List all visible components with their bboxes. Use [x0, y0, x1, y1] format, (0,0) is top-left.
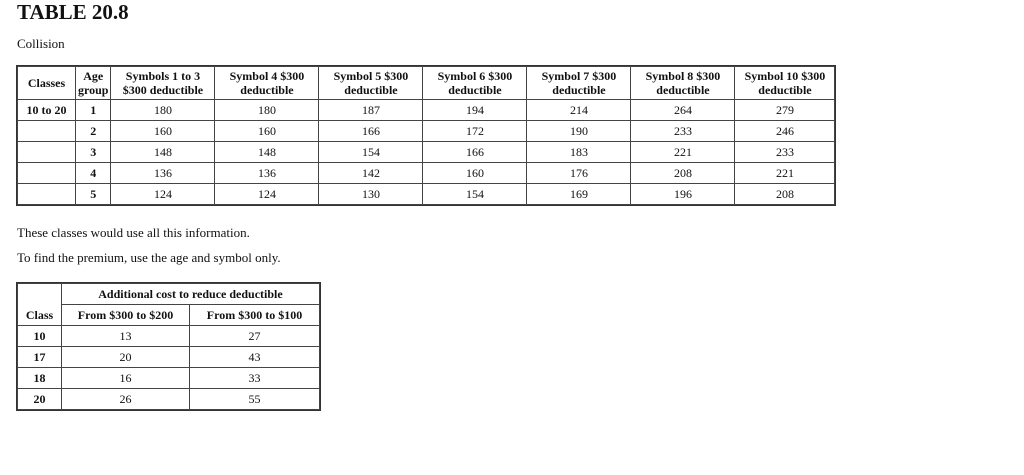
classes-cell: [18, 121, 76, 142]
header-classes: [18, 67, 76, 100]
header-symbol-6: [423, 67, 527, 100]
rate-cell: 142: [319, 163, 423, 184]
table-row: [18, 368, 320, 389]
rate-cell: 214: [527, 100, 631, 121]
rate-cell: 166: [319, 121, 423, 142]
header-sym4-line1: Symbol 4 $300: [229, 69, 305, 83]
header-symbol-7: [527, 67, 631, 100]
header-sym10-line2: deductible: [758, 83, 812, 97]
header-sym8-line2: deductible: [656, 83, 710, 97]
rate-cell: 221: [735, 163, 835, 184]
rate-cell: 160: [215, 121, 319, 142]
collision-rates-table: [17, 66, 835, 205]
classes-cell: [18, 142, 76, 163]
additional-cost-table: [17, 283, 320, 410]
rate-cell: 233: [735, 142, 835, 163]
super-header-blank: [18, 284, 62, 305]
header-age-line1: Age: [83, 69, 104, 83]
rate-cell: 208: [735, 184, 835, 205]
header-symbols-1-3: [111, 67, 215, 100]
rate-cell: 160: [423, 163, 527, 184]
rate-cell: 264: [631, 100, 735, 121]
header-sym5-line2: deductible: [344, 83, 398, 97]
rate-cell: 172: [423, 121, 527, 142]
cost-cell: 55: [190, 389, 320, 410]
cost-cell: 33: [190, 368, 320, 389]
header-row: [18, 67, 835, 100]
cost-cell: 43: [190, 347, 320, 368]
rate-cell: 233: [631, 121, 735, 142]
cost-cell: 20: [62, 347, 190, 368]
header-classes-label: Classes: [27, 76, 66, 90]
cost-cell: 27: [190, 326, 320, 347]
cost-cell: 13: [62, 326, 190, 347]
table-row: [18, 389, 320, 410]
rate-cell: 124: [111, 184, 215, 205]
rate-cell: 130: [319, 184, 423, 205]
rate-cell: 148: [111, 142, 215, 163]
table-subtitle: Collision: [17, 36, 65, 51]
header-sym10-line1: Symbol 10 $300: [744, 69, 826, 83]
note-premium-info: To find the premium, use the age and symbol only.: [17, 250, 281, 265]
table-row: [18, 121, 835, 142]
age-group-cell: 1: [76, 100, 111, 121]
table-row: [18, 163, 835, 184]
rate-cell: 180: [215, 100, 319, 121]
header-age-line2: group: [78, 83, 109, 97]
header-symbol-8: [631, 67, 735, 100]
class-cell: 17: [18, 347, 62, 368]
header-sym7-line2: deductible: [552, 83, 606, 97]
classes-cell: [18, 163, 76, 184]
super-header-row: [18, 284, 320, 305]
table-row: [18, 100, 835, 121]
rate-cell: 279: [735, 100, 835, 121]
note-classes-info: These classes would use all this information.: [17, 225, 250, 240]
table-row: [18, 142, 835, 163]
rate-cell: 187: [319, 100, 423, 121]
rate-cell: 190: [527, 121, 631, 142]
table-row: [18, 184, 835, 205]
header-sym6-line2: deductible: [448, 83, 502, 97]
rate-cell: 194: [423, 100, 527, 121]
rate-cell: 246: [735, 121, 835, 142]
header-300-to-100: From $300 to $100: [190, 305, 320, 326]
rate-cell: 166: [423, 142, 527, 163]
header-300-to-200: From $300 to $200: [62, 305, 190, 326]
header-age-group: [76, 67, 111, 100]
rate-cell: 148: [215, 142, 319, 163]
rate-cell: 221: [631, 142, 735, 163]
super-header-additional-cost: Additional cost to reduce deductible: [62, 284, 320, 305]
table-row: [18, 347, 320, 368]
cost-cell: 26: [62, 389, 190, 410]
age-group-cell: 5: [76, 184, 111, 205]
header-sym8-line1: Symbol 8 $300: [645, 69, 721, 83]
rate-cell: 124: [215, 184, 319, 205]
age-group-cell: 3: [76, 142, 111, 163]
rate-cell: 160: [111, 121, 215, 142]
rate-cell: 169: [527, 184, 631, 205]
rate-cell: 154: [423, 184, 527, 205]
cost-cell: 16: [62, 368, 190, 389]
rate-cell: 196: [631, 184, 735, 205]
age-group-cell: 2: [76, 121, 111, 142]
rate-cell: 136: [215, 163, 319, 184]
header-class: Class: [18, 305, 62, 326]
header-sym5-line1: Symbol 5 $300: [333, 69, 409, 83]
header-symbol-4: [215, 67, 319, 100]
rate-cell: 208: [631, 163, 735, 184]
rate-cell: 136: [111, 163, 215, 184]
table-title: TABLE 20.8: [17, 0, 129, 24]
header-row: [18, 305, 320, 326]
header-symbol-10: [735, 67, 835, 100]
header-sym4-line2: deductible: [240, 83, 294, 97]
rate-cell: 180: [111, 100, 215, 121]
class-cell: 18: [18, 368, 62, 389]
rate-cell: 183: [527, 142, 631, 163]
rate-cell: 176: [527, 163, 631, 184]
header-sym7-line1: Symbol 7 $300: [541, 69, 617, 83]
age-group-cell: 4: [76, 163, 111, 184]
class-cell: 10: [18, 326, 62, 347]
rate-cell: 154: [319, 142, 423, 163]
header-sym1-line2: $300 deductible: [122, 83, 204, 97]
class-cell: 20: [18, 389, 62, 410]
header-symbol-5: [319, 67, 423, 100]
table-row: [18, 326, 320, 347]
classes-cell: [18, 184, 76, 205]
classes-cell: 10 to 20: [18, 100, 76, 121]
header-sym6-line1: Symbol 6 $300: [437, 69, 513, 83]
header-sym1-line1: Symbols 1 to 3: [125, 69, 201, 83]
